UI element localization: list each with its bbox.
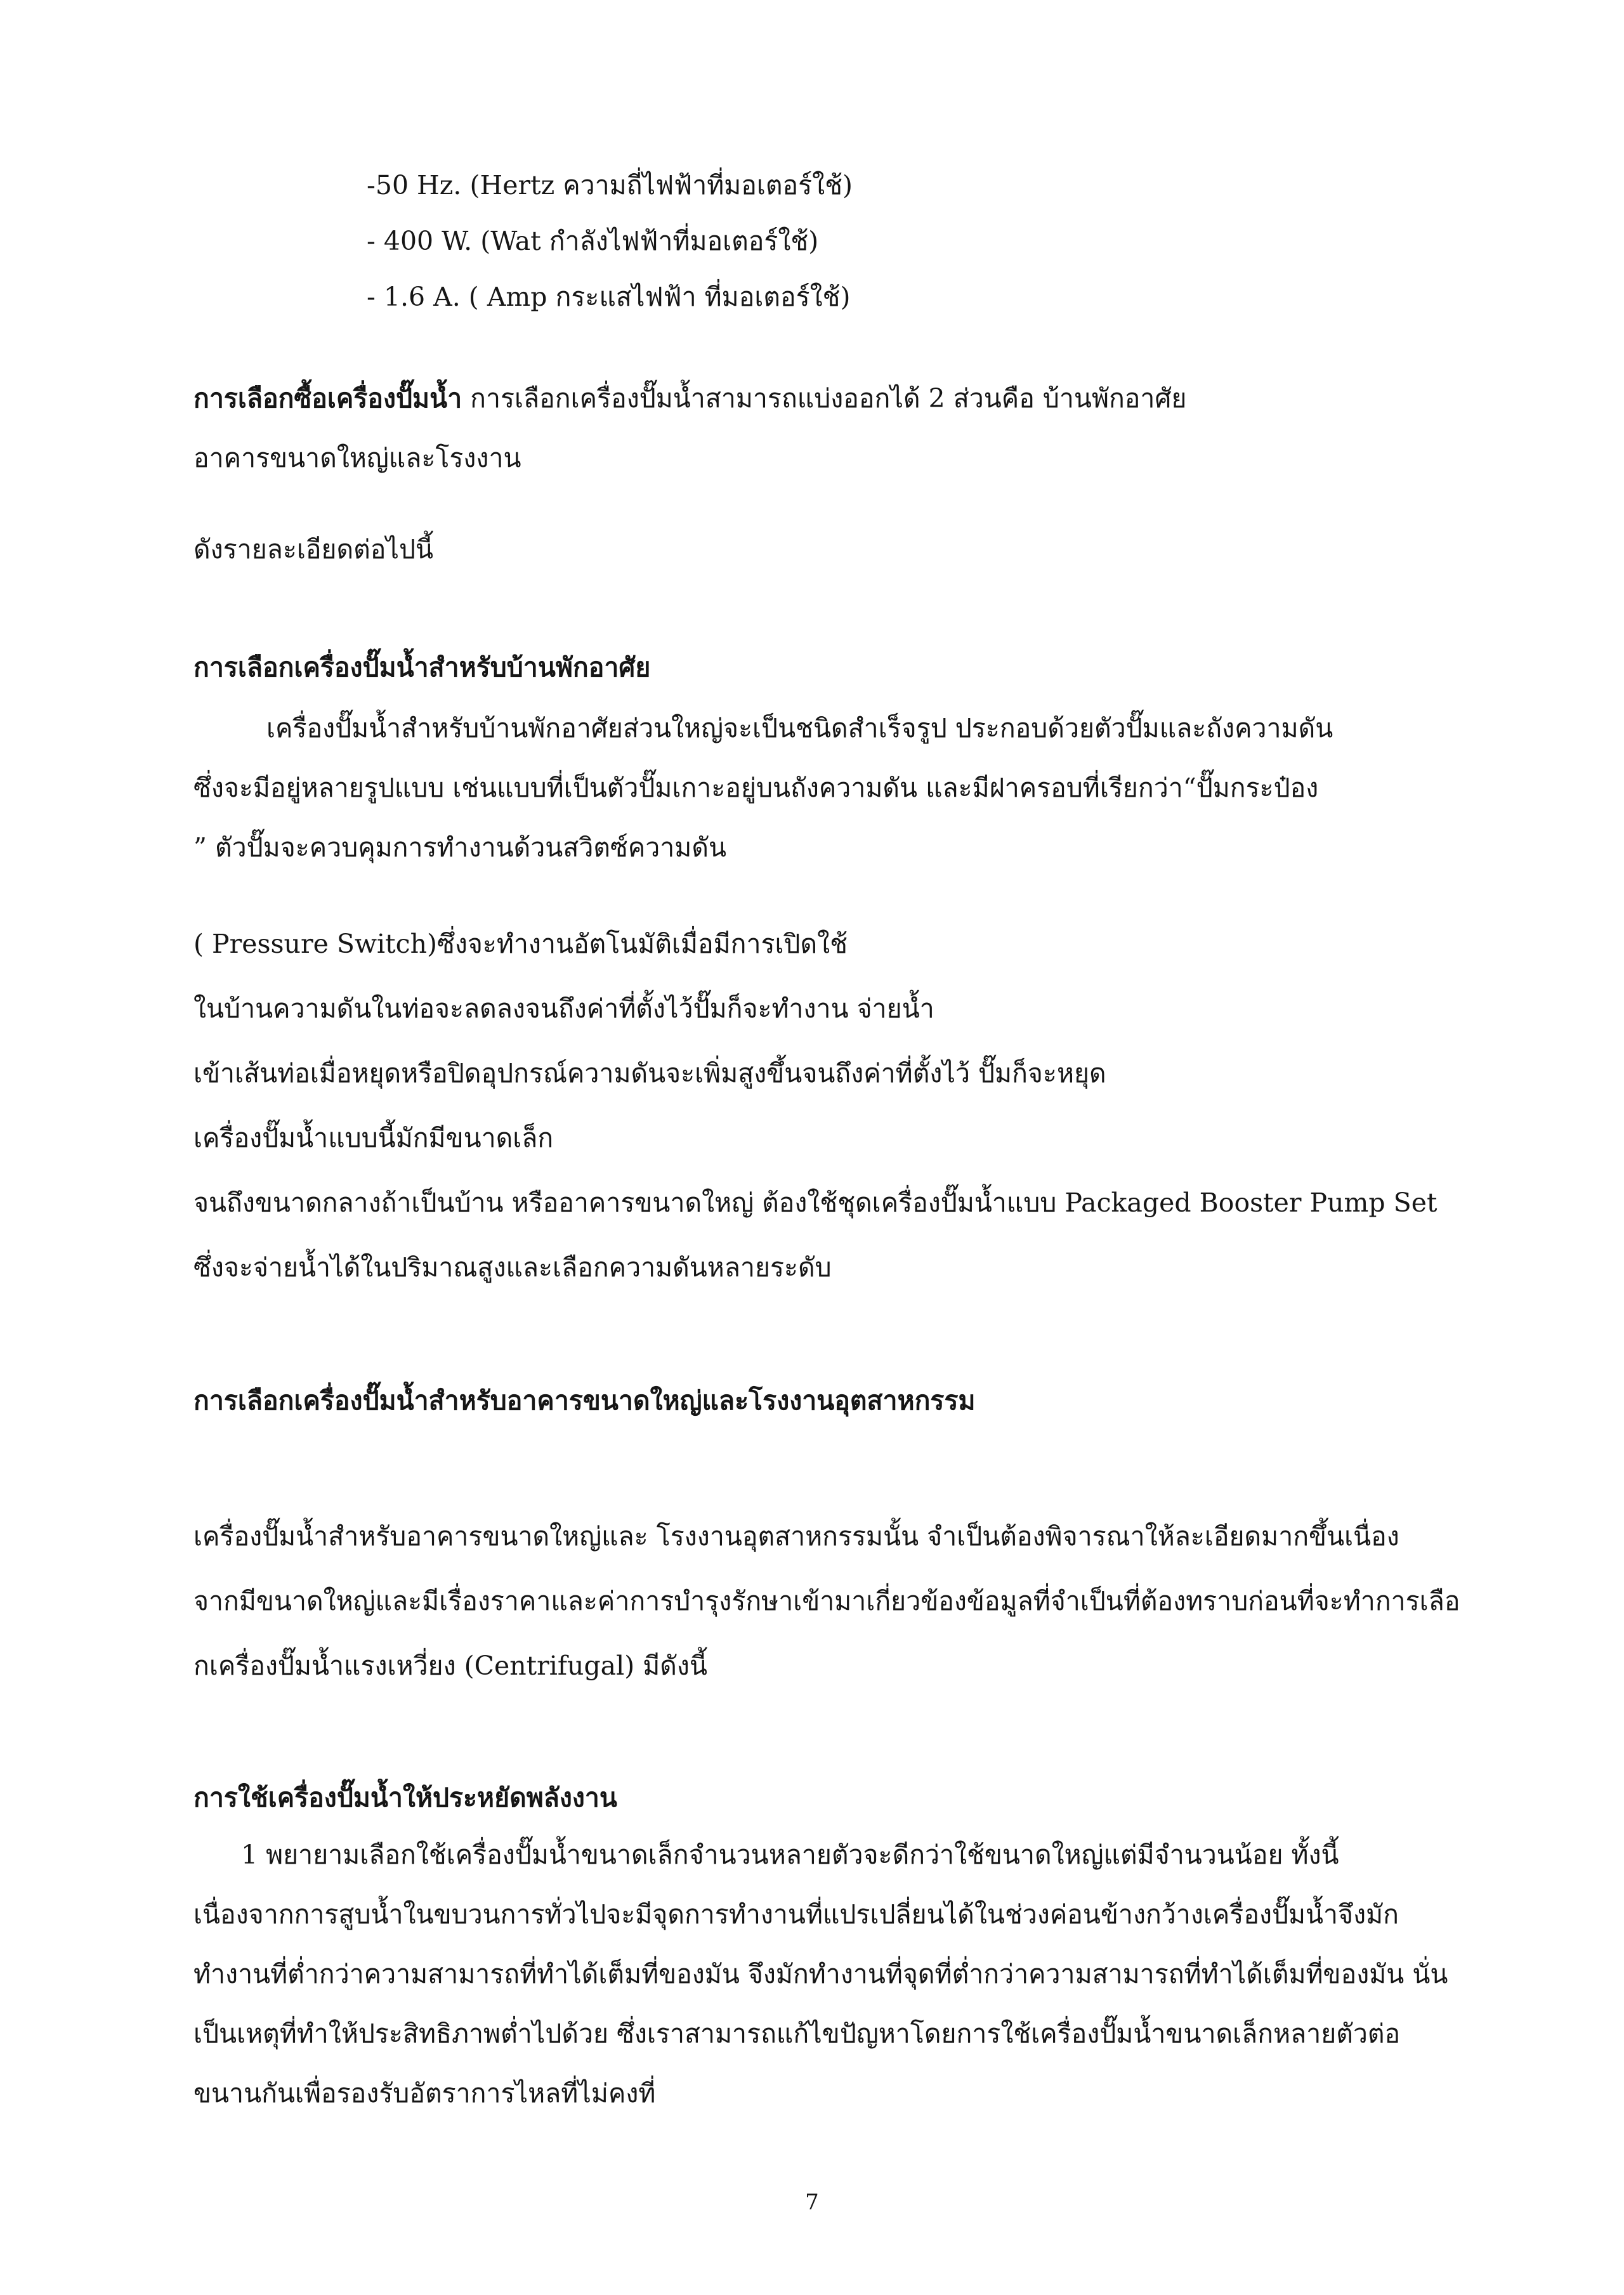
buying-intro-text: การเลือกเครื่องปั๊มน้ำสามารถแบ่งออกได้ 2 ส่วนคือ บ้านพักอาศัย — [470, 383, 1187, 414]
industrial-line-1: เครื่องปั๊มน้ำสำหรับอาคารขนาดใหญ่และ โรงงานอุตสาหกรรมนั้น จำเป็นต้องพิจารณาให้ละเอียดมากขึ้นเนื่อง — [193, 1521, 1399, 1552]
energy-line-5: ขนานกันเพื่อรองรับอัตราการไหลที่ไม่คงที่ — [193, 2078, 656, 2109]
energy-heading: การใช้เครื่องปั๊มน้ำให้ประหยัดพลังงาน — [193, 1782, 617, 1813]
residential-line-9: ซึ่งจะจ่ายน้ำได้ในปริมาณสูงและเลือกความดันหลายระดับ — [193, 1252, 832, 1283]
residential-line-8: จนถึงขนาดกลางถ้าเป็นบ้าน หรืออาคารขนาดใหญ่ ต้องใช้ชุดเครื่องปั๊มน้ำแบบ Packaged Booster Pump Set — [193, 1187, 1437, 1218]
industrial-line-3: กเครื่องปั๊มน้ำแรงเหวี่ยง (Centrifugal) มีดังนี้ — [193, 1651, 707, 1681]
energy-line-1: 1 พยายามเลือกใช้เครื่องปั๊มน้ำขนาดเล็กจำนวนหลายตัวจะดีกว่าใช้ขนาดใหญ่แต่มีจำนวนน้อย ทั้งนี้ — [241, 1840, 1339, 1870]
industrial-line-2: จากมีขนาดใหญ่และมีเรื่องราคาและค่าการบำรุงรักษาเข้ามาเกี่ยวข้องข้อมูลที่จำเป็นที่ต้องทราบก่อนที่จะทำการเลือ — [193, 1586, 1460, 1616]
energy-line-4: เป็นเหตุที่ทำให้ประสิทธิภาพต่ำไปด้วย ซึ่งเราสามารถแก้ไขปัญหาโดยการใช้เครื่องปั๊มน้ำขนาดเล็กหลายตัวต่อ — [193, 2018, 1401, 2049]
residential-line-1: เครื่องปั๊มน้ำสำหรับบ้านพักอาศัยส่วนใหญ่จะเป็นชนิดสำเร็จรูป ประกอบด้วยตัวปั๊มและถังความดัน — [266, 713, 1333, 743]
residential-line-6: เข้าเส้นท่อเมื่อหยุดหรือปิดอุปกรณ์ความดันจะเพิ่มสูงขึ้นจนถึงค่าที่ตั้งไว้ ปั๊มก็จะหยุด — [193, 1058, 1106, 1089]
residential-line-7: เครื่องปั๊มน้ำแบบนี้มักมีขนาดเล็ก — [193, 1123, 554, 1153]
buying-paragraph-line-3: ดังรายละเอียดต่อไปนี้ — [193, 534, 434, 565]
residential-line-4: ( Pressure Switch)ซึ่งจะทำงานอัตโนมัติเมื่อมีการเปิดใช้ — [193, 929, 848, 959]
buying-paragraph-line-1 — [193, 379, 1187, 417]
spec-line-power: - 400 W. (Wat กำลังไฟฟ้าที่มอเตอร์ใช้) — [367, 226, 819, 256]
spec-line-frequency: -50 Hz. (Hertz ความถี่ไฟฟ้าที่มอเตอร์ใช้) — [367, 170, 853, 200]
spec-line-current: - 1.6 A. ( Amp กระแสไฟฟ้า ที่มอเตอร์ใช้) — [367, 282, 851, 312]
residential-line-2: ซึ่งจะมีอยู่หลายรูปแบบ เช่นแบบที่เป็นตัวปั๊มเกาะอยู่บนถังความดัน และมีฝาครอบที่เรียกว่า“ปั๊มกระป๋อง — [193, 773, 1319, 803]
buying-paragraph-line-2: อาคารขนาดใหญ่และโรงงาน — [193, 443, 521, 473]
energy-line-3: ทำงานที่ต่ำกว่าความสามารถที่ทำได้เต็มที่ของมัน จึงมักทำงานที่จุดที่ต่ำกว่าความสามารถที่ทำได้เต็มที่ของมัน นั่น — [193, 1959, 1448, 1989]
residential-line-5: ในบ้านความดันในท่อจะลดลงจนถึงค่าที่ตั้งไว้ปั๊มก็จะทำงาน จ่ายน้ำ — [193, 993, 934, 1024]
residential-line-3: ” ตัวปั๊มจะควบคุมการทำงานด้วนสวิตซ์ความดัน — [193, 832, 726, 863]
residential-heading: การเลือกเครื่องปั๊มน้ำสำหรับบ้านพักอาศัย — [193, 652, 651, 683]
industrial-heading: การเลือกเครื่องปั๊มน้ำสำหรับอาคารขนาดใหญ่และโรงงานอุตสาหกรรม — [193, 1385, 976, 1416]
energy-line-2: เนื่องจากการสูบน้ำในขบวนการทั่วไปจะมีจุดการทำงานที่แปรเปลี่ยนได้ในช่วงค่อนข้างกว้างเครื่องปั๊มน้ำจึงมัก — [193, 1899, 1399, 1930]
page-number: 7 — [805, 2190, 819, 2215]
buying-heading: การเลือกซื้อเครื่องปั๊มน้ำ — [193, 383, 462, 414]
